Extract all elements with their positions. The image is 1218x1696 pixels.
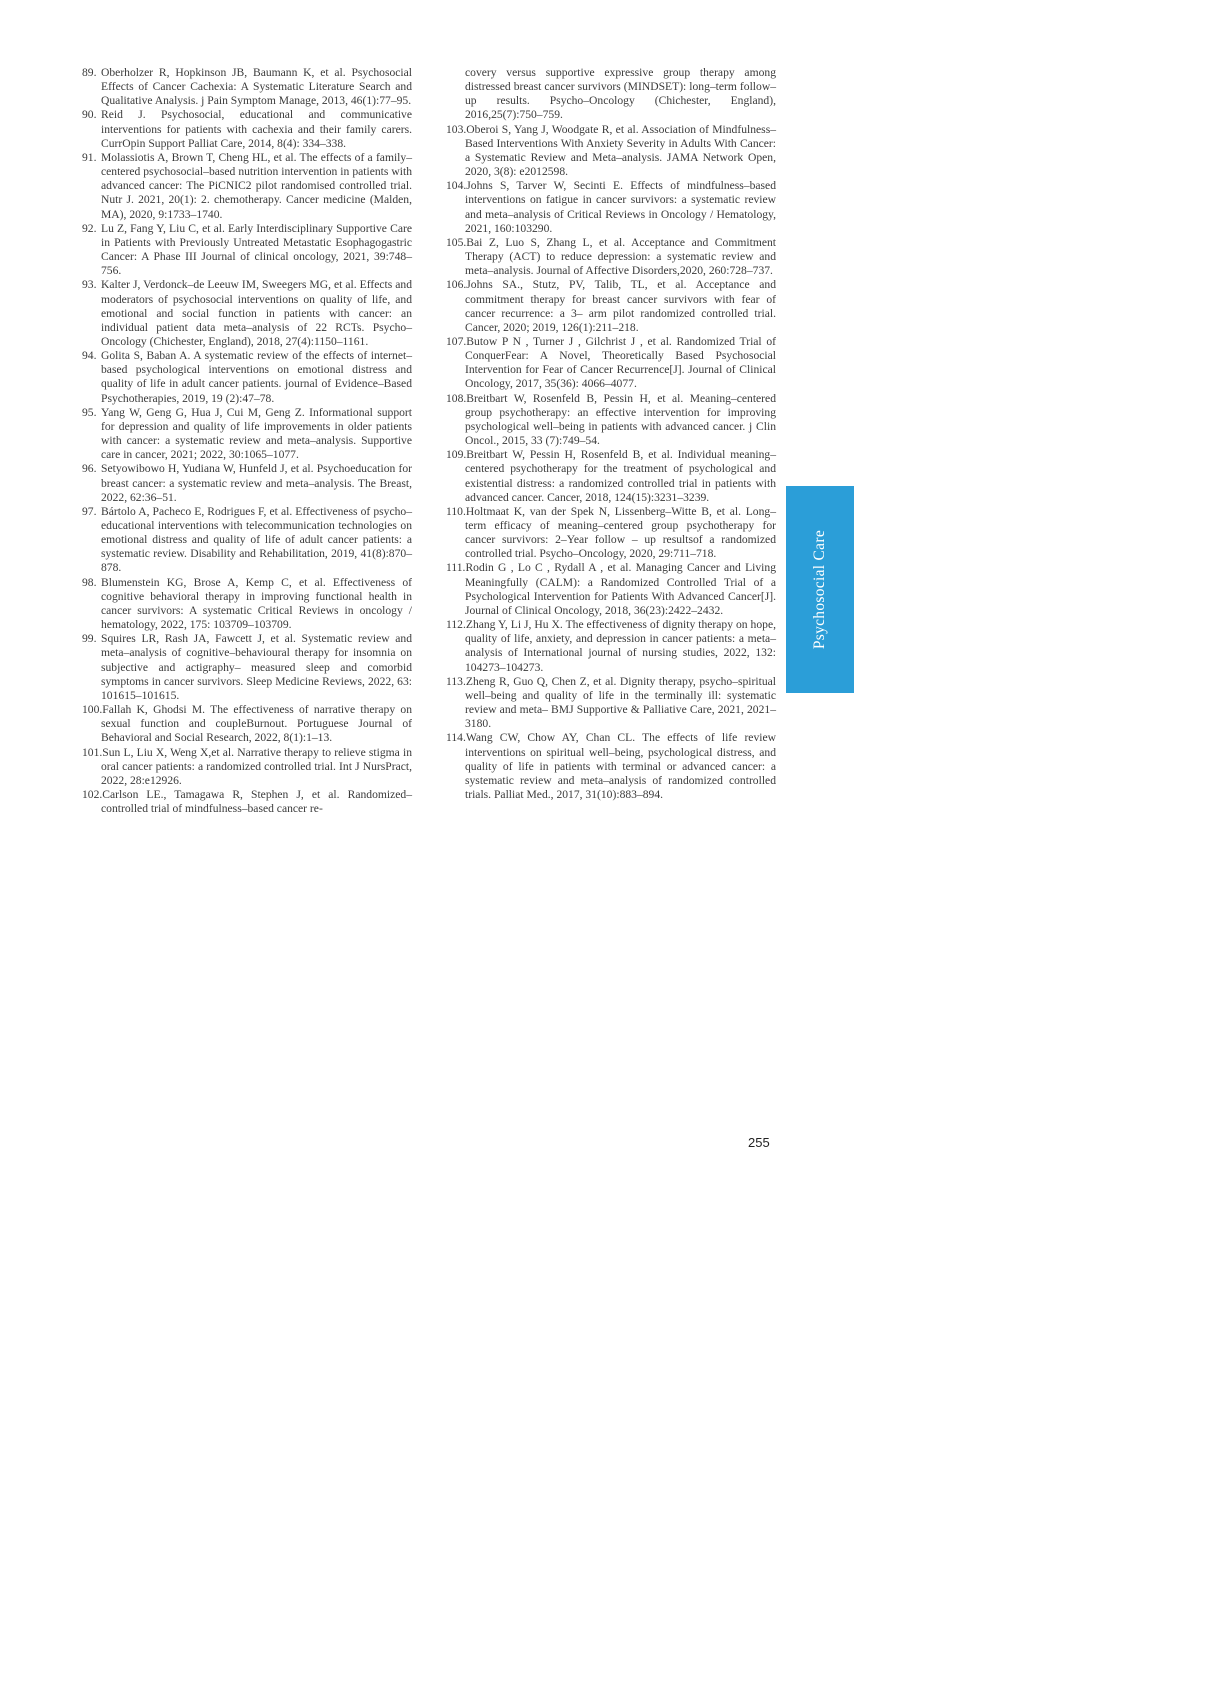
reference-text: Zheng R, Guo Q, Chen Z, et al. Dignity therapy, psycho–spiritual well–being and quality of life in the terminally ill: systematic review and meta– BMJ Supportive & Palliative Care, 2021, 2021–3180. <box>465 674 776 731</box>
reference-number: 98. <box>82 575 97 589</box>
reference-number: 114. <box>446 731 466 745</box>
reference-number: 110. <box>446 504 466 518</box>
reference-item <box>446 236 776 278</box>
page-number: 255 <box>748 1135 770 1150</box>
reference-item <box>82 576 412 633</box>
reference-number: 91. <box>82 150 97 164</box>
reference-text: Zhang Y, Li J, Hu X. The effectiveness of dignity therapy on hope, quality of life, anxiety, and depression in cancer patients: a meta–analysis of International journal of nursing studies, 2022, 132: 104273–104273. <box>465 618 776 674</box>
reference-text: Kalter J, Verdonck–de Leeuw IM, Sweegers MG, et al. Effects and moderators of psychosocial interventions on quality of life, and emotional and social function in patients with cancer: an individual patient data meta–analysis of 22 RCTs. Psycho–Oncology (Chichester, England), 2018, 27(4):1150–1161. <box>101 278 412 348</box>
reference-text: Lu Z, Fang Y, Liu C, et al. Early Interdisciplinary Supportive Care in Patients with Previously Untreated Metastatic Esophagogastric Cancer: A Phase III Journal of clinical oncology, 2021, 39:748–756. <box>101 221 412 278</box>
reference-text: Johns S, Tarver W, Secinti E. Effects of mindfulness–based interventions on fatigue in cancer survivors: a systematic review and meta–analysis of Critical Reviews in Oncology / Hematology, 2021, 160:103290. <box>465 179 776 235</box>
reference-number: 108. <box>446 391 467 405</box>
reference-number: 111. <box>446 561 466 575</box>
reference-item <box>82 278 412 349</box>
reference-text: Oberoi S, Yang J, Woodgate R, et al. Association of Mindfulness–Based Interventions With Anxiety Severity in Adults With Cancer: a Systematic Review and Meta–analysis. JAMA Network Open, 2020, 3(8): e2012598. <box>465 122 776 179</box>
reference-text: Butow P N , Turner J , Gilchrist J , et al. Randomized Trial of ConquerFear: A Novel, Theoretically Based Psychosocial Intervention for Fear of Cancer Recurrence[J]. Journal of Clinical Oncology, 2017, 35(36): 4066–4077. <box>465 334 776 391</box>
reference-item <box>82 222 412 279</box>
reference-item <box>82 632 412 703</box>
reference-text: Bártolo A, Pacheco E, Rodrigues F, et al. Effectiveness of psycho–educational interventions with telecommunication technologies on emotional distress and quality of life of adult cancer patients: a systematic review. Disability and Rehabilitation, 2019, 41(8):870–878. <box>101 504 412 575</box>
reference-item <box>446 335 776 392</box>
reference-number: 97. <box>82 504 97 518</box>
reference-item <box>446 561 776 618</box>
reference-item <box>82 703 412 745</box>
reference-number: 104. <box>446 179 467 193</box>
reference-text: Johns SA., Stutz, PV, Talib, TL, et al. Acceptance and commitment therapy for breast cancer survivors with fear of cancer recurrence: a 3– arm pilot randomized controlled trial. Cancer, 2020; 2019, 126(1):211–218. <box>465 278 776 334</box>
reference-text: Sun L, Liu X, Weng X,et al. Narrative therapy to relieve stigma in oral cancer patients: a randomized controlled trial. Int J NursPract, 2022, 28:e12926. <box>101 745 412 787</box>
reference-number: 89. <box>82 66 97 79</box>
references-left-column <box>82 66 412 816</box>
reference-number: 95. <box>82 405 97 419</box>
reference-text: Yang W, Geng G, Hua J, Cui M, Geng Z. Informational support for depression and quality of life improvements in older patients with cancer: a systematic review and meta–analysis. Supportive care in cancer, 2021; 2022, 30:1065–1077. <box>101 405 412 462</box>
reference-item <box>82 66 412 108</box>
reference-number: 112. <box>446 618 466 632</box>
reference-number: 94. <box>82 349 97 363</box>
reference-item <box>446 123 776 180</box>
reference-text: Golita S, Baban A. A systematic review of the effects of internet–based psychological interventions on emotional distress and quality of life in adult cancer patients. journal of Evidence–Based Psychotherapies, 2019, 19 (2):47–78. <box>101 349 412 405</box>
reference-text: Carlson LE., Tamagawa R, Stephen J, et al. Randomized–controlled trial of mindfulness–based cancer re- <box>101 787 412 816</box>
reference-item <box>82 349 412 406</box>
reference-item <box>82 151 412 222</box>
reference-text: Rodin G , Lo C , Rydall A , et al. Managing Cancer and Living Meaningfully (CALM): a Randomized Controlled Trial of a Psychological Intervention for Patients With Advanced Cancer[J]. Journal of Clinical Oncology, 2018, 36(23):2422–2432. <box>465 561 776 617</box>
reference-item <box>446 675 776 732</box>
reference-item <box>82 788 412 816</box>
reference-text: Oberholzer R, Hopkinson JB, Baumann K, et al. Psychosocial Effects of Cancer Cachexia: A Systematic Literature Search and Qualitative Analysis. j Pain Symptom Manage, 2013, 46(1):77–95. <box>101 66 412 108</box>
reference-item <box>446 278 776 335</box>
reference-number: 100. <box>82 703 103 717</box>
reference-number: 99. <box>82 632 97 646</box>
reference-text: Squires LR, Rash JA, Fawcett J, et al. Systematic review and meta–analysis of cognitive–behavioural therapy for insomnia on subjective and actigraphy– measured sleep and comorbid symptoms in cancer survivors. Sleep Medicine Reviews, 2022, 63: 101615–101615. <box>101 632 412 702</box>
references-right-column <box>446 66 776 802</box>
reference-number: 102. <box>82 787 103 801</box>
reference-item <box>82 462 412 504</box>
reference-item <box>446 505 776 562</box>
reference-item <box>82 108 412 150</box>
reference-text: Setyowibowo H, Yudiana W, Hunfeld J, et al. Psychoeducation for breast cancer: a systematic review and meta–analysis. The Breast, 2022, 62:36–51. <box>101 462 412 504</box>
reference-text: Breitbart W, Pessin H, Rosenfeld B, et al. Individual meaning–centered psychotherapy for the treatment of psychological and existential distress: a randomized controlled trial in patients with advanced cancer. Cancer, 2018, 124(15):3231–3239. <box>465 448 776 504</box>
reference-number: 106. <box>446 278 467 292</box>
reference-item <box>82 746 412 788</box>
reference-item <box>82 505 412 576</box>
reference-text: Fallah K, Ghodsi M. The effectiveness of narrative therapy on sexual function and coupleBurnout. Portuguese Journal of Behavioral and Social Research, 2022, 8(1):1–13. <box>101 703 412 745</box>
reference-number: 90. <box>82 108 97 122</box>
reference-text: Blumenstein KG, Brose A, Kemp C, et al. Effectiveness of cognitive behavioral therapy in improving functional health in cancer survivors: A systematic Critical Reviews in oncology / hematology, 2022, 175: 103709–103709. <box>101 575 412 632</box>
reference-number: 103. <box>446 122 467 136</box>
reference-number: 109. <box>446 448 467 462</box>
reference-number: 101. <box>82 745 103 759</box>
reference-item <box>446 618 776 675</box>
reference-continuation: covery versus supportive expressive group therapy among distressed breast cancer survivors (MINDSET): long–term follow–up results. Psycho–Oncology (Chichester, England), 2016,25(7):750–759. <box>465 66 776 122</box>
reference-number: 92. <box>82 221 97 235</box>
reference-text: Bai Z, Luo S, Zhang L, et al. Acceptance and Commitment Therapy (ACT) to reduce depression: a systematic review and meta–analysis. Journal of Affective Disorders,2020, 260:728–737. <box>465 235 776 278</box>
reference-text: Molassiotis A, Brown T, Cheng HL, et al. The effects of a family–centered psychosocial–based nutrition intervention in patients with advanced cancer: The PiCNIC2 pilot randomised controlled trial. Nutr J. 2021, 20(1): 2. chemotherapy. Cancer medicine (Malden, MA), 2020, 9:1733–1740. <box>101 150 412 221</box>
reference-number: 96. <box>82 462 97 476</box>
reference-number: 107. <box>446 334 467 348</box>
reference-text: Holtmaat K, van der Spek N, Lissenberg–Witte B, et al. Long–term efficacy of meaning–centered group psychotherapy for cancer survivors: 2–Year follow – up resultsof a randomized controlled trial. Psycho–Oncology, 2020, 29:711–718. <box>465 504 776 561</box>
reference-item <box>446 731 776 802</box>
reference-text: Wang CW, Chow AY, Chan CL. The effects of life review interventions on spiritual well–being, psychological distress, and quality of life in patients with terminal or advanced cancer: a systematic review and meta–analysis of randomized controlled trials. Palliat Med., 2017, 31(10):883–894. <box>465 731 776 801</box>
reference-text: Breitbart W, Rosenfeld B, Pessin H, et al. Meaning–centered group psychotherapy: an effective intervention for improving psychological well–being in patients with advanced cancer. j Clin Oncol., 2015, 33 (7):749–54. <box>465 391 776 448</box>
section-side-tab-label: Psychosocial Care <box>811 529 828 650</box>
reference-item <box>446 448 776 505</box>
reference-item <box>82 406 412 463</box>
reference-number: 93. <box>82 278 97 292</box>
reference-item <box>446 392 776 449</box>
reference-number: 113. <box>446 674 466 688</box>
reference-text: Reid J. Psychosocial, educational and communicative interventions for patients with cachexia and their family carers. CurrOpin Support Palliat Care, 2014, 8(4): 334–338. <box>101 108 412 150</box>
reference-number: 105. <box>446 235 467 249</box>
section-side-tab <box>786 486 854 693</box>
reference-item <box>446 179 776 236</box>
